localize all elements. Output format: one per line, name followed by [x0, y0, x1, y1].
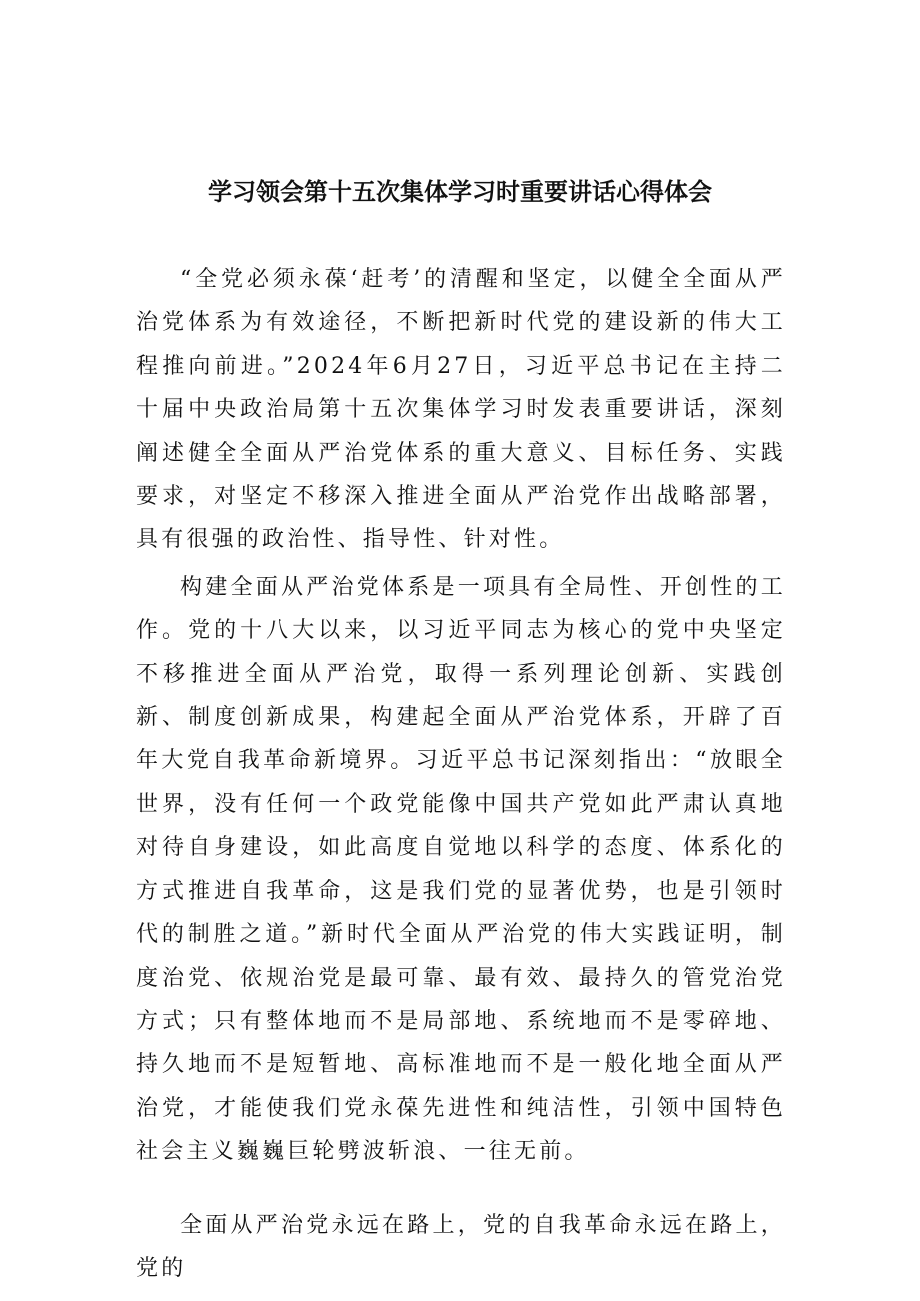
document-title: 学习领会第十五次集体学习时重要讲话心得体会 [208, 178, 712, 206]
paragraph-3: 全面从严治党永远在路上，党的自我革命永远在路上，党的 [136, 1212, 786, 1281]
paragraph-1: “全党必须永葆‘赶考’的清醒和坚定，以健全全面从严治党体系为有效途径，不断把新时代党的建设新的伟大工程推向前进。”2024年6月27日，习近平总书记在主持二十届中央政治局第十五次集体学习时发表重要讲话，深刻阐述健全全面从严治党体系的重大意义、目标任务、实践要求，对坚定不移深入推进全面从严治党作出战略部署，具有很强的政治性、指导性、针对性。 [136, 267, 786, 553]
paragraph-2: 构建全面从严治党体系是一项具有全局性、开创性的工作。党的十八大以来，以习近平同志为核心的党中央坚定不移推进全面从严治党，取得一系列理论创新、实践创新、制度创新成果，构建起全面从严治党体系，开辟了百年大党自我革命新境界。习近平总书记深刻指出：“放眼全世界，没有任何一个政党能像中国共产党如此严肃认真地对待自身建设，如此高度自觉地以科学的态度、体系化的方式推进自我革命，这是我们党的显著优势，也是引领时代的制胜之道。”新时代全面从严治党的伟大实践证明，制度治党、依规治党是最可靠、最有效、最持久的管党治党方式；只有整体地而不是局部地、系统地而不是零碎地、持久地而不是短暂地、高标准地而不是一般化地全面从严治党，才能使我们党永葆先进性和纯洁性，引领中国特色社会主义巍巍巨轮劈波斩浪、一往无前。 [136, 574, 786, 1165]
document-body [136, 258, 786, 1290]
